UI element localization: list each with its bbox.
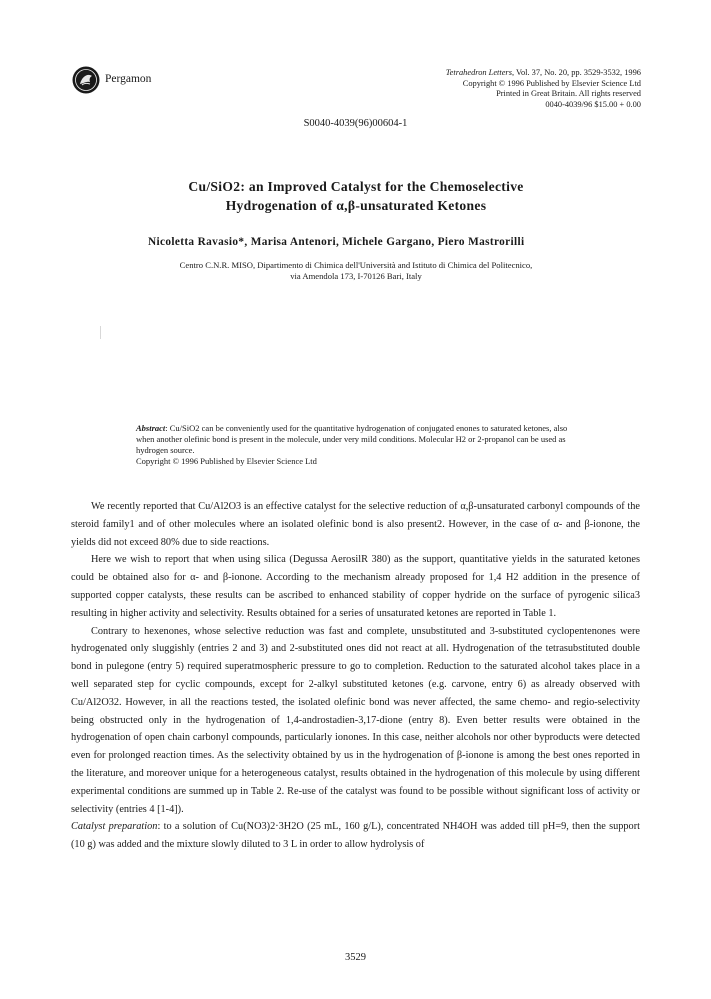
- catalyst-preparation-text: : to a solution of Cu(NO3)2·3H2O (25 mL, 160 g/L), concentrated NH4OH was added till pH=9, then the support (10 g) was added and the mixture slowly diluted to 3 L in order to allow hydrolysis of: [71, 821, 640, 851]
- catalyst-preparation-label: Catalyst preparation: [71, 821, 158, 833]
- abstract-body: [136, 423, 576, 456]
- title-line-1: Cu/SiO2: an Improved Catalyst for the Chemoselective: [188, 179, 524, 194]
- paragraph-catalyst-preparation: [71, 818, 640, 854]
- printed-line: Printed in Great Britain. All rights reserved: [496, 89, 641, 99]
- affiliation-line-2: via Amendola 173, I-70126 Bari, Italy: [290, 271, 422, 281]
- page-number: 3529: [345, 952, 366, 963]
- scan-mark: [100, 326, 101, 339]
- journal-volume: , Vol. 37, No. 20, pp. 3529-3532, 1996: [511, 68, 641, 77]
- paper-title: [90, 177, 622, 215]
- affiliation-line-1: Centro C.N.R. MISO, Dipartimento di Chimica dell'Università and Istituto di Chimica del Politecnico,: [179, 260, 533, 270]
- author-list: Nicoletta Ravasio*, Marisa Antenori, Michele Gargano, Piero Mastrorilli: [148, 236, 525, 248]
- paragraph-3: Contrary to hexenones, whose selective reduction was fast and complete, unsubstituted and 3-substituted cyclopentenones were hydrogenated only sluggishly (entries 2 and 3) and 2-substituted ones did not react at all. Hydrogenation of the tetrasubstituted double bond in pulegone (entry 5) required superatmospheric pressure to go to completion. Reduction to the saturated alcohol takes place in a well separated step for cyclic compounds, except for 2-alkyl substituted ketones (e.g. carvone, entry 6) as already observed with Cu/Al2O32. However, in all the reactions tested, the isolated olefinic bond was never affected, the same chemo- and regio-selectivity being obstructed only in the hydrogenation of 1,4-androstadien-3,17-dione (entry 8). Even better results were obtained in the hydrogenation of open chain carbonyl compounds, particularly ionones. In this case, neither alcohols nor other byproducts were detected even for prolonged reaction times. As the selectivity obtained by us in the hydrogenation of β-ionone is among the best ones reported in the literature, and moreover unique for a heterogeneous catalyst, results obtained in the hydrogenation of this molecule by using different experimental conditions are summed up in Table 2. Re-use of the catalyst was found to be possible without significant loss of activity or selectivity (entries 4 [1-4]).: [71, 625, 640, 815]
- paragraph-1: We recently reported that Cu/Al2O3 is an effective catalyst for the selective reduction of α,β-unsaturated carbonyl compounds of the steroid family1 and of other molecules where an isolated olefinic bond is also present2. However, in the case of α- and β-ionone, the yields did not exceed 80% due to side reactions.: [71, 501, 640, 548]
- publisher-logo-icon: [72, 66, 100, 94]
- article-body: [71, 498, 640, 854]
- affiliation: [100, 260, 612, 282]
- title-line-2: Hydrogenation of α,β-unsaturated Ketones: [225, 198, 487, 213]
- pii-identifier: S0040-4039(96)00604-1: [303, 118, 408, 129]
- paragraph-2: Here we wish to report that when using silica (Degussa AerosilR 380) as the support, quantitative yields in the saturated ketones could be obtained also for α- and β-ionone. According to the mechanism already proposed for 1,4 H2 addition in the presence of supported copper catalysts, these results can be ascribed to enhanced stability of copper hydride on the surface of pyrogenic silica3 resulting in higher activity and selectivity. Results obtained for a series of unsaturated ketones are reported in Table 1.: [71, 554, 640, 619]
- abstract-copyright: Copyright © 1996 Published by Elsevier Science Ltd: [136, 456, 317, 467]
- journal-line: [446, 68, 641, 79]
- abstract: [136, 423, 576, 467]
- abstract-label: Abstract: [136, 423, 166, 433]
- abstract-text: : Cu/SiO2 can be conveniently used for the quantitative hydrogenation of conjugated enones to saturated ketones, also when another olefinic bond is present in the molecule, under very mild conditions. Molecular H2 or 2-propanol can be used as hydrogen source.: [136, 423, 568, 456]
- journal-name: Tetrahedron Letters: [445, 68, 512, 77]
- copyright-line: Copyright © 1996 Published by Elsevier Science Ltd: [462, 78, 641, 88]
- publisher-name: Pergamon: [105, 73, 152, 85]
- issn-line: 0040-4039/96 $15.00 + 0.00: [545, 99, 641, 109]
- journal-citation: [446, 68, 641, 110]
